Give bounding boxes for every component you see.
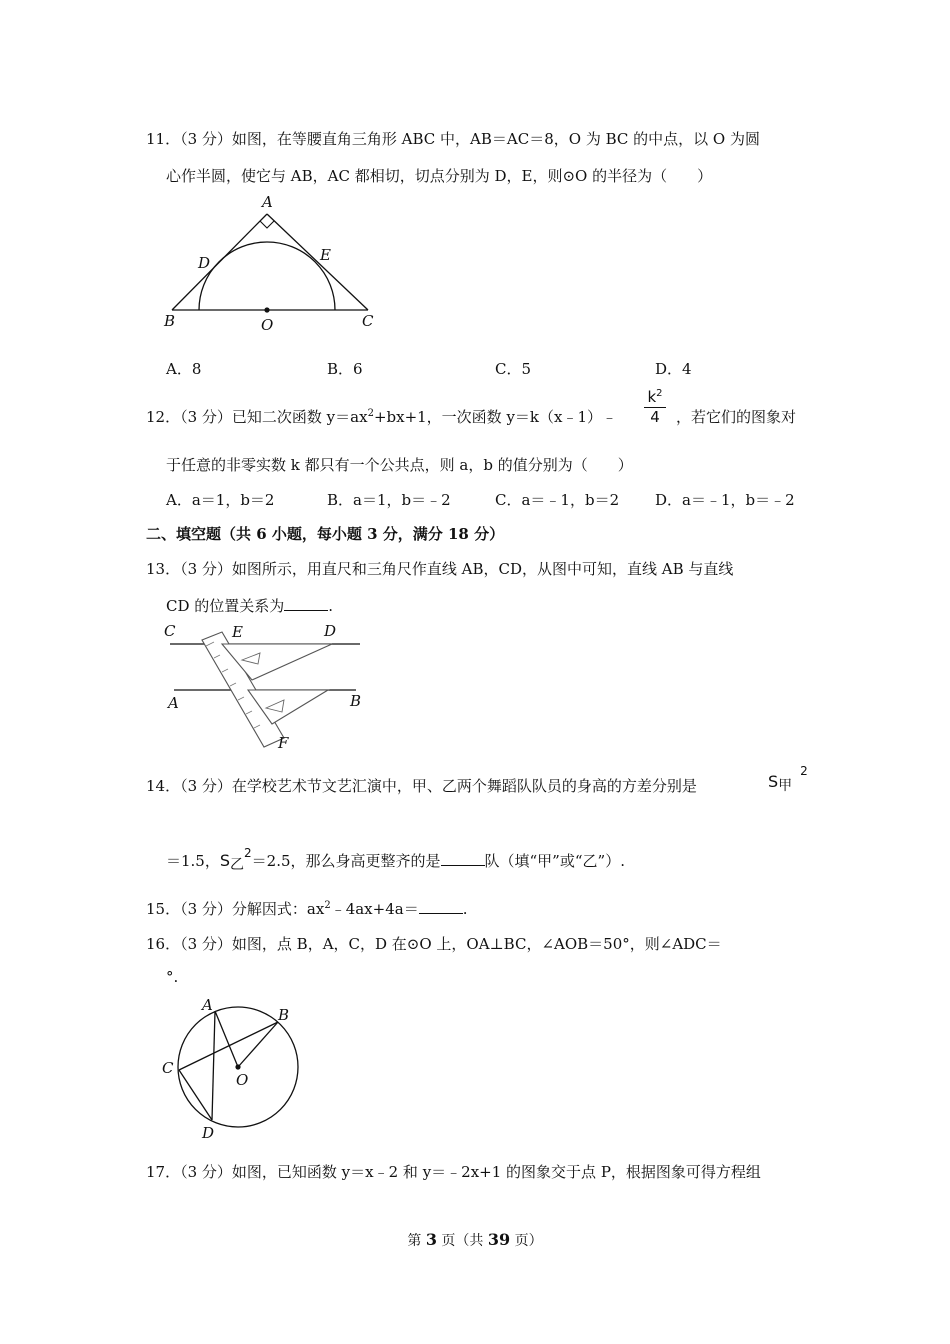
q11-option-d: D．4 (655, 360, 692, 378)
q16-label-c: C (162, 1059, 174, 1077)
q13-label-e: E (232, 623, 243, 641)
q13-line2: CD 的位置关系为 . (166, 597, 334, 615)
q11-label-o: O (261, 316, 274, 334)
q11-label-e: E (320, 246, 331, 264)
q16-label-o: O (236, 1071, 249, 1089)
q17-line1: 17．（3 分）如图，已知函数 y＝x﹣2 和 y＝﹣2x+1 的图象交于点 P，根据图象可得方程组 (146, 1163, 761, 1181)
q16-line1: 16．（3 分）如图，点 B，A，C，D 在⊙O 上，OA⊥BC，∠AOB＝50°，则∠ADC＝ (146, 935, 722, 953)
q14-variance-yi: S乙$^2$ (219, 846, 252, 873)
q14-answer-blank (441, 853, 485, 866)
q12-option-a: A．a＝1，b＝2 (166, 491, 275, 509)
q13-label-a: A (168, 694, 179, 712)
q11-label-b: B (164, 312, 176, 330)
q11-option-b: B．6 (327, 360, 363, 378)
q11-line1: 11．（3 分）如图，在等腰直角三角形 ABC 中，AB＝AC＝8，O 为 BC 的中点，以 O 为圆 (146, 130, 760, 148)
q16-label-b: B (278, 1006, 290, 1024)
page-footer: 第 3 页（共 39 页） (407, 1230, 543, 1249)
q11-figure (160, 192, 380, 337)
q11-label-a: A (262, 193, 273, 211)
q11-option-a: A．8 (166, 360, 202, 378)
q11-option-c: C．5 (495, 360, 532, 378)
q12-option-d: D．a＝﹣1，b＝﹣2 (655, 491, 795, 509)
q13-answer-blank (284, 598, 328, 611)
section2-title: 二、填空题（共 6 小题，每小题 3 分，满分 18 分） (146, 525, 505, 543)
q13-label-c: C (164, 622, 176, 640)
q16-line2: °. (166, 968, 179, 986)
q14-line2: ＝1.5，S乙$^2$＝2.5，那么身高更整齐的是 队（填“甲”或“乙”）. (166, 846, 625, 873)
q13-line1: 13．（3 分）如图所示，用直尺和三角尺作直线 AB，CD，从图中可知，直线 AB 与直线 (146, 560, 734, 578)
q13-label-f: F (278, 734, 289, 752)
q11-line2: 心作半圆，使它与 AB，AC 都相切，切点分别为 D，E，则⊙O 的半径为（ ） (166, 167, 713, 185)
q11-label-d: D (198, 254, 211, 272)
q13-label-d: D (324, 622, 337, 640)
q11-label-c: C (362, 312, 374, 330)
q12-option-b: B．a＝1，b＝﹣2 (327, 491, 451, 509)
q16-label-d: D (202, 1124, 215, 1142)
q16-label-a: A (202, 996, 213, 1014)
q16-figure (160, 995, 310, 1145)
q13-figure (160, 620, 370, 752)
q15-line: 15．（3 分）分解因式：$ax^2﹣4ax+4a=$ . (146, 900, 468, 918)
q12-option-c: C．a＝﹣1，b＝2 (495, 491, 620, 509)
q12-line2: 于任意的非零实数 k 都只有一个公共点，则 a，b 的值分别为（ ） (166, 456, 633, 474)
q12-line1-end: ，若它们的图象对 (676, 408, 797, 426)
q14-line1: 14．（3 分）在学校艺术节文艺汇演中，甲、乙两个舞蹈队队员的身高的方差分别是 (146, 777, 697, 795)
q13-label-b: B (350, 692, 362, 710)
q15-answer-blank (419, 901, 463, 914)
q12-line1: 12．（3 分）已知二次函数 $y=ax^2+bx+1$，一次函数 y＝k（x﹣1）﹣ (146, 408, 618, 426)
q12-fraction: $\frac{k^2}{4}$ (644, 388, 666, 426)
q14-variance-jia: S甲$^2$ (768, 764, 808, 794)
